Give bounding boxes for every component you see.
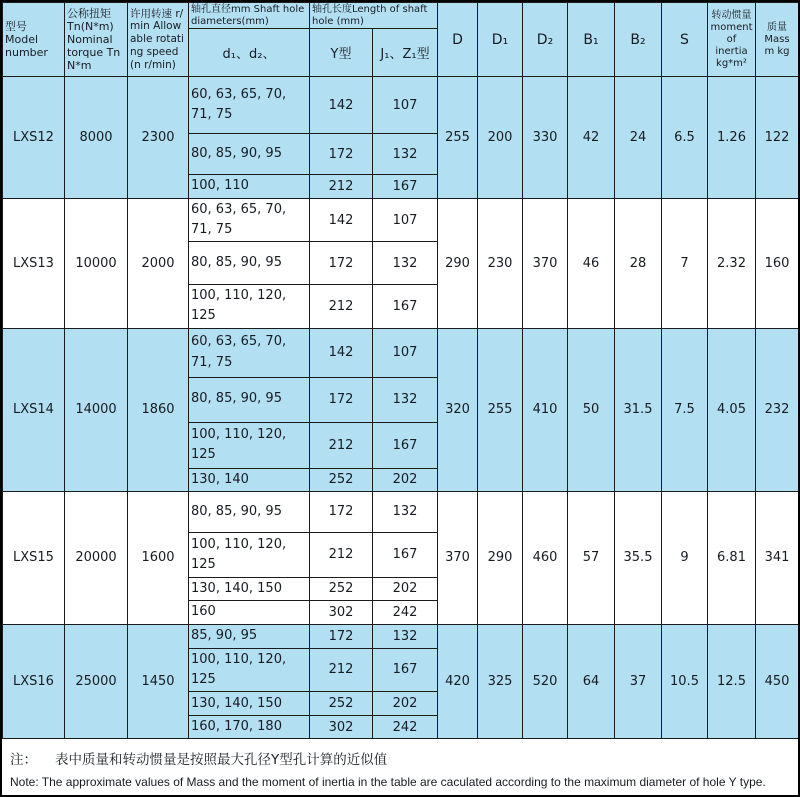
col-header-d1: D₁ xyxy=(478,3,523,77)
cell-shaft-diameters: 100, 110, 120, 125 xyxy=(189,648,310,691)
cell-shaft-diameters: 100, 110 xyxy=(189,175,310,199)
cell-length-jz: 202 xyxy=(373,577,438,600)
cell-s: 6.5 xyxy=(662,77,708,199)
cell-s: 10.5 xyxy=(662,624,708,738)
cell-torque: 14000 xyxy=(65,328,128,491)
note-line-english: Note: The approximate values of Mass and the moment of inertia in the table are caculated according to the maximum diameter of hole Y type. xyxy=(10,775,766,790)
note-label: 注： xyxy=(10,752,37,769)
cell-d1: 230 xyxy=(478,199,523,329)
cell-mass: 450 xyxy=(756,624,799,738)
cell-length-y: 212 xyxy=(310,532,373,577)
cell-b2: 35.5 xyxy=(615,491,662,624)
cell-shaft-diameters: 80, 85, 90, 95 xyxy=(189,134,310,175)
cell-length-jz: 202 xyxy=(373,692,438,716)
cell-mass: 122 xyxy=(756,77,799,199)
cell-d1: 325 xyxy=(478,624,523,738)
cell-shaft-diameters: 60, 63, 65, 70, 71, 75 xyxy=(189,328,310,377)
cell-model: LXS13 xyxy=(3,199,65,329)
cell-length-y: 212 xyxy=(310,285,373,328)
cell-torque: 25000 xyxy=(65,624,128,738)
cell-length-jz: 242 xyxy=(373,600,438,624)
cell-shaft-diameters: 160, 170, 180 xyxy=(189,716,310,739)
cell-length-jz: 132 xyxy=(373,624,438,648)
col-header-d2: D₂ xyxy=(523,3,568,77)
cell-length-jz: 242 xyxy=(373,716,438,739)
cell-b2: 28 xyxy=(615,199,662,329)
table-row-lxs12-1 xyxy=(3,77,799,134)
cell-speed: 2000 xyxy=(128,199,189,329)
cell-length-y: 172 xyxy=(310,377,373,422)
cell-speed: 1860 xyxy=(128,328,189,491)
cell-d: 370 xyxy=(438,491,478,624)
cell-length-y: 142 xyxy=(310,199,373,242)
cell-length-y: 212 xyxy=(310,648,373,691)
cell-length-jz: 167 xyxy=(373,648,438,691)
cell-length-y: 172 xyxy=(310,491,373,532)
cell-b1: 50 xyxy=(568,328,615,491)
col-header-torque: 公称扭矩 Tn(N*m) Nominal torque Tn N*m xyxy=(65,3,128,77)
cell-b2: 37 xyxy=(615,624,662,738)
cell-b2: 31.5 xyxy=(615,328,662,491)
cell-length-jz: 167 xyxy=(373,175,438,199)
cell-shaft-diameters: 100, 110, 120, 125 xyxy=(189,285,310,328)
cell-inertia: 6.81 xyxy=(708,491,756,624)
col-header-mass: 质量 Mass m kg xyxy=(756,3,799,77)
cell-torque: 10000 xyxy=(65,199,128,329)
col-header-shaft-length-group: 轴孔长度Length of shaft hole (mm) xyxy=(310,3,438,29)
cell-inertia: 12.5 xyxy=(708,624,756,738)
cell-length-y: 142 xyxy=(310,77,373,134)
col-header-j1-z1-type: J₁、Z₁型 xyxy=(373,29,438,77)
cell-d2: 410 xyxy=(523,328,568,491)
cell-d2: 370 xyxy=(523,199,568,329)
table-row-lxs14-1 xyxy=(3,328,799,377)
cell-d1: 290 xyxy=(478,491,523,624)
cell-mass: 232 xyxy=(756,328,799,491)
note-text-chinese: 表中质量和转动惯量是按照最大孔径Y型孔计算的近似值 xyxy=(55,752,388,769)
cell-shaft-diameters: 85, 90, 95 xyxy=(189,624,310,648)
cell-length-y: 212 xyxy=(310,175,373,199)
cell-speed: 1450 xyxy=(128,624,189,738)
cell-length-jz: 167 xyxy=(373,285,438,328)
cell-length-y: 212 xyxy=(310,422,373,468)
col-header-b1: B₁ xyxy=(568,3,615,77)
cell-d: 255 xyxy=(438,77,478,199)
cell-b2: 24 xyxy=(615,77,662,199)
col-header-d1-d2: d₁、d₂、 xyxy=(189,29,310,77)
cell-model: LXS15 xyxy=(3,491,65,624)
cell-length-jz: 132 xyxy=(373,377,438,422)
cell-s: 9 xyxy=(662,491,708,624)
cell-d2: 460 xyxy=(523,491,568,624)
cell-b1: 64 xyxy=(568,624,615,738)
col-header-speed: 许用转速 r/min Allowable rotating speed (n r/min) xyxy=(128,3,189,77)
cell-d2: 330 xyxy=(523,77,568,199)
cell-speed: 2300 xyxy=(128,77,189,199)
cell-model: LXS14 xyxy=(3,328,65,491)
table-row-lxs13-1 xyxy=(3,199,799,242)
table-row-lxs15-1 xyxy=(3,491,799,532)
cell-b1: 57 xyxy=(568,491,615,624)
header-row-top xyxy=(3,3,799,29)
cell-shaft-diameters: 100, 110, 120, 125 xyxy=(189,422,310,468)
cell-b1: 42 xyxy=(568,77,615,199)
cell-length-y: 172 xyxy=(310,242,373,285)
cell-length-y: 172 xyxy=(310,624,373,648)
cell-length-y: 142 xyxy=(310,328,373,377)
cell-shaft-diameters: 130, 140, 150 xyxy=(189,692,310,716)
cell-length-y: 172 xyxy=(310,134,373,175)
cell-length-y: 252 xyxy=(310,577,373,600)
col-header-b2: B₂ xyxy=(615,3,662,77)
cell-length-jz: 132 xyxy=(373,134,438,175)
cell-b1: 46 xyxy=(568,199,615,329)
cell-shaft-diameters: 130, 140 xyxy=(189,468,310,491)
cell-length-jz: 202 xyxy=(373,468,438,491)
cell-length-y: 252 xyxy=(310,692,373,716)
cell-length-jz: 107 xyxy=(373,199,438,242)
cell-torque: 20000 xyxy=(65,491,128,624)
col-header-y-type: Y型 xyxy=(310,29,373,77)
cell-d1: 200 xyxy=(478,77,523,199)
cell-shaft-diameters: 100, 110, 120, 125 xyxy=(189,532,310,577)
cell-mass: 341 xyxy=(756,491,799,624)
cell-d: 320 xyxy=(438,328,478,491)
cell-length-y: 252 xyxy=(310,468,373,491)
cell-shaft-diameters: 80, 85, 90, 95 xyxy=(189,491,310,532)
cell-d2: 520 xyxy=(523,624,568,738)
cell-length-jz: 167 xyxy=(373,532,438,577)
cell-length-jz: 107 xyxy=(373,328,438,377)
cell-speed: 1600 xyxy=(128,491,189,624)
cell-inertia: 4.05 xyxy=(708,328,756,491)
cell-d: 420 xyxy=(438,624,478,738)
col-header-model: 型号 Model number xyxy=(3,3,65,77)
cell-length-jz: 167 xyxy=(373,422,438,468)
cell-length-jz: 132 xyxy=(373,242,438,285)
cell-model: LXS16 xyxy=(3,624,65,738)
cell-shaft-diameters: 130, 140, 150 xyxy=(189,577,310,600)
table-row-lxs16-1 xyxy=(3,624,799,648)
cell-model: LXS12 xyxy=(3,77,65,199)
cell-shaft-diameters: 60, 63, 65, 70, 71, 75 xyxy=(189,199,310,242)
cell-shaft-diameters: 60, 63, 65, 70, 71, 75 xyxy=(189,77,310,134)
cell-length-y: 302 xyxy=(310,600,373,624)
cell-inertia: 2.32 xyxy=(708,199,756,329)
cell-shaft-diameters: 160 xyxy=(189,600,310,624)
note-section xyxy=(2,739,798,797)
cell-d: 290 xyxy=(438,199,478,329)
cell-mass: 160 xyxy=(756,199,799,329)
cell-length-jz: 132 xyxy=(373,491,438,532)
cell-s: 7 xyxy=(662,199,708,329)
cell-length-y: 302 xyxy=(310,716,373,739)
cell-s: 7.5 xyxy=(662,328,708,491)
col-header-s: S xyxy=(662,3,708,77)
cell-inertia: 1.26 xyxy=(708,77,756,199)
cell-torque: 8000 xyxy=(65,77,128,199)
cell-shaft-diameters: 80, 85, 90, 95 xyxy=(189,242,310,285)
col-header-shaft-diameter-group: 轴孔直径mm Shaft hole diameters(mm) xyxy=(189,3,310,29)
col-header-d: D xyxy=(438,3,478,77)
col-header-inertia: 转动惯量 moment of inertia kg*m² xyxy=(708,3,756,77)
cell-shaft-diameters: 80, 85, 90, 95 xyxy=(189,377,310,422)
cell-d1: 255 xyxy=(478,328,523,491)
spec-table xyxy=(2,2,799,739)
note-line-chinese xyxy=(10,748,790,768)
cell-length-jz: 107 xyxy=(373,77,438,134)
